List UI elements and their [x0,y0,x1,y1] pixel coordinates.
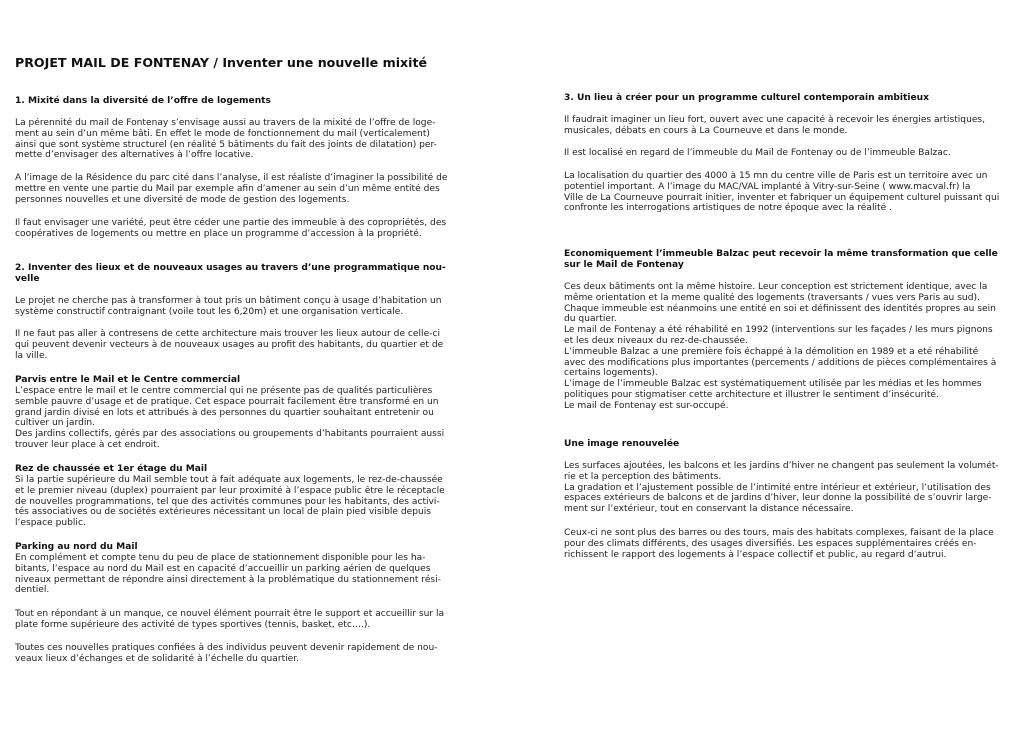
section-2-paragraph-2: Il ne faut pas aller à contresens de cette architecture mais trouver les lieux autour de celle-ci qui peuvent devenir vecteurs à de nouveaux usages au profit des habitants, du quartier et de la ville. [15,329,444,361]
section-1-heading: 1. Mixité dans la diversité de l’offre de logements [15,96,271,106]
section-3-paragraph-1: Il faudrait imaginer un lieu fort, ouvert avec une capacité à recevoir les énergies artistiques, musicales, débats en cours à La Courneuve et dans le monde. [564,115,986,136]
section-1-paragraph-1: La pérennité du mail de Fontenay s’envisage aussi au travers de la mixité de l’offre de loge- ment au sein d’un même bâti. En effet le mode de fonctionnement du mail (verticalement) ainsi que sont système structurel (en réalité 5 bâtiments du fait des joints de dilatation) per- mette d’envisager des alternatives à l’offre locative. [15,118,437,161]
balzac-text: Ces deux bâtiments ont la même histoire. Leur conception est strictement identique, avec la même orientation et la meme qualité des logements (traversants / vues vers Paris au sud). Chaque immeuble est néanmoins une entité en soi et définissent des identités propres au sein du quartier. Le mail de Fontenay a été réhabilité en 1992 (interventions sur les façades / les murs pignons et les deux niveaux du rez-de-chaussée. L’immeuble Balzac a une première fois échappé à la démolition en 1989 et a eté réhabilité avec des modifications plus importantes (percements / additions de pièces complémentaires à certains logements). L’image de l’immeuble Balzac est systématiquement utilisée par les médias et les hommes politiques pour stigmatiser cette architecture et illustrer le sentiment d’insécurité. Le mail de Fontenay est sur-occupé. [564,282,997,411]
section-2-paragraph-3: Tout en répondant à un manque, ce nouvel élément pourrait être le support et accueillir sur la plate forme supérieure des activité de types sportives (tennis, basket, etc….). [15,609,445,630]
section-2-paragraph-4: Toutes ces nouvelles pratiques confiées à des individus peuvent devenir rapidement de nou- veaux lieux d’échanges et de solidarité à l’échelle du quartier. [15,643,438,664]
rez-text: Si la partie supérieure du Mail semble tout à fait adéquate aux logements, le rez-de-chaussée et le premier niveau (duplex) pourraient par leur proximité à l’espace public être le réceptacle de nouvelles programmations, tel que des activités communes pour les habitants, des activi- tés associatives ou de sociétés extérieures nécessitant un local de plain pied visible depuis l’espace public. [15,475,445,529]
image-heading: Une image renouvelée [564,439,680,449]
parvis-heading: Parvis entre le Mail et le Centre commercial [15,375,241,385]
image-paragraph-1: Les surfaces ajoutées, les balcons et les jardins d’hiver ne changent pas seulement la volumét- rie et la perception des bâtiments. La gradation et l’ajustement possible de l’intimité entre intérieur et extérieur, l’utilisation des espaces extérieurs de balcons et de jardins d’hiver, leur donne la possibilité de s’ouvrir large- ment sur l’extérieur, tout en conservant la distance nécessaire. [564,461,999,515]
section-3-paragraph-3: La localisation du quartier des 4000 à 15 mn du centre ville de Paris est un territoire avec un potentiel important. A l’image du MAC/VAL implanté à Vitry-sur-Seine ( www.macval.fr) la Ville de La Courneuve pourrait initier, inventer et fabriquer un équipement culturel puissant qui confronte les interrogations artistiques de notre époque avec la réalité . [564,171,1000,214]
section-1-paragraph-2: A l’image de la Résidence du parc cité dans l’analyse, il est réaliste d’imaginer la possibilité de mettre en vente une partie du Mail par exemple afin d’amener au sein d’un même entité des personnes nouvelles et une diversité de mode de gestion des logements. [15,173,448,205]
section-2-paragraph-1: Le projet ne cherche pas à transformer à tout pris un bâtiment conçu à usage d’habitation un système constructif contraignant (voile tout les 6,20m) et une organisation verticale. [15,296,442,317]
parking-heading: Parking au nord du Mail [15,542,138,552]
page-title: PROJET MAIL DE FONTENAY / Inventer une nouvelle mixité [15,55,428,70]
section-3-paragraph-2: Il est localisé en regard de l’immeuble du Mail de Fontenay ou de l’immeuble Balzac. [564,148,951,158]
section-3-heading: 3. Un lieu à créer pour un programme culturel contemporain ambitieux [564,93,930,103]
section-2-heading: 2. Inventer des lieux et de nouveaux usages au travers d’une programmatique nou- velle [15,263,446,284]
balzac-heading: Economiquement l’immeuble Balzac peut recevoir la même transformation que celle sur le Mail de Fontenay [564,249,998,270]
image-paragraph-2: Ceux-ci ne sont plus des barres ou des tours, mais des habitats complexes, faisant de la place pour des climats différents, des usages diversifiés. Les espaces supplémentaires créés en- richissent le rapport des logements à l’espace collectif et public, au regard d’autrui. [564,528,994,560]
parvis-text: L’espace entre le mail et le centre commercial qui ne présente pas de qualités particulières semble pauvre d’usage et de pratique. Cet espace pourrait facilement être transformé en un grand jardin divisé en lots et attribués à des personnes du quartier souhaitant entretenir ou cultiver un jardin. Des jardins collectifs, gérés par des associations ou groupements d’habitants pourraient aussi trouver leur place à cet endroit. [15,386,445,450]
parking-text: En complément et compte tenu du peu de place de stationnement disponible pour les ha- bitants, l’espace au nord du Mail est en capacité d’accueillir un parking aérien de quelques niveaux permettant de répondre ainsi directement à la problématique du stationnement rési- dentiel. [15,553,441,596]
section-1-paragraph-3: Il faut envisager une variété, peut être céder une partie des immeuble à des copropriétés, des coopératives de logements ou mettre en place un programme d’accession à la propriété. [15,218,447,239]
rez-heading: Rez de chaussée et 1er étage du Mail [15,464,208,474]
